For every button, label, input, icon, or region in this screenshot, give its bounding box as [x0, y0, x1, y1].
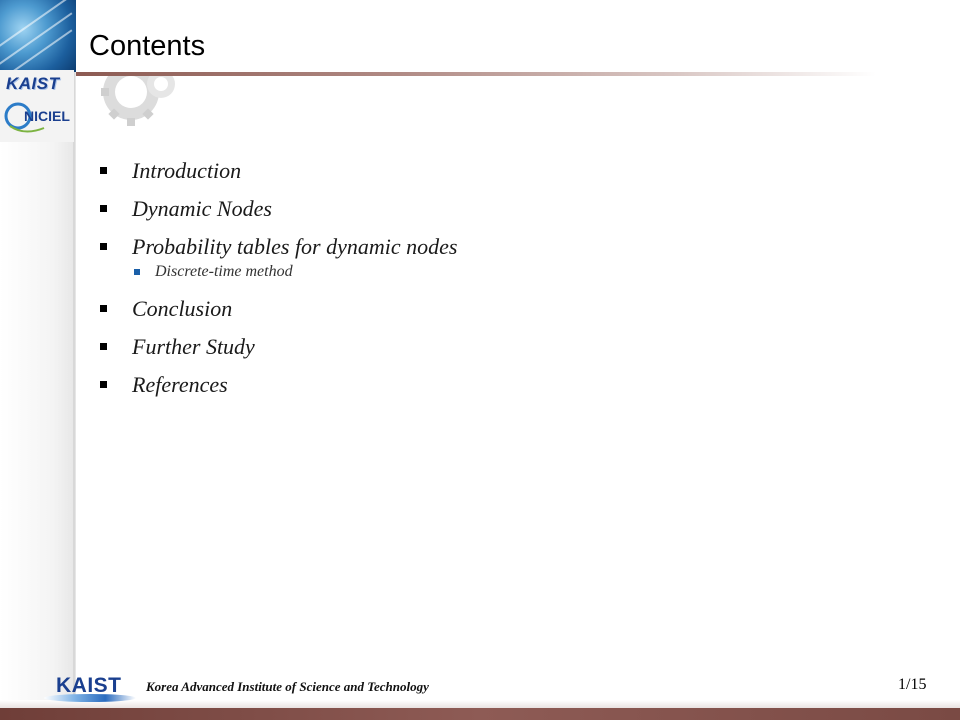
sub-list-item-label: Discrete-time method: [155, 263, 293, 280]
list-item-references: [100, 369, 457, 407]
square-bullet-icon: [100, 343, 107, 350]
corner-decoration-image: [0, 0, 76, 72]
list-item-conclusion: [100, 293, 457, 331]
footer-kaist-logo: [44, 672, 134, 704]
list-item-label: Dynamic Nodes: [132, 196, 272, 221]
list-item-label: Conclusion: [132, 296, 233, 321]
list-item-dynamic-nodes: [100, 193, 457, 231]
footer-band: [0, 708, 960, 720]
page-number: 1/15: [898, 676, 927, 693]
niciel-logo: [4, 98, 70, 138]
footer-institute-name: Korea Advanced Institute of Science and Technology: [146, 679, 429, 694]
small-square-bullet-icon: [134, 269, 140, 275]
logo-panel: [0, 70, 74, 142]
list-item-label: Probability tables for dynamic nodes: [132, 234, 458, 259]
list-item-label: Introduction: [132, 158, 242, 183]
gear-decoration-image: [76, 72, 186, 142]
niciel-logo-text: NICIEL: [24, 108, 70, 124]
footer-shadow: [0, 700, 960, 708]
footer-kaist-logo-text: KAIST: [56, 674, 122, 697]
kaist-logo: KAIST: [6, 74, 60, 93]
square-bullet-icon: [100, 381, 107, 388]
square-bullet-icon: [100, 243, 107, 250]
list-item-introduction: [100, 155, 457, 193]
contents-list: [100, 155, 457, 407]
list-item-label: References: [132, 372, 228, 397]
slide-title: Contents: [89, 30, 206, 62]
sub-list-item-discrete-time: [100, 263, 457, 293]
square-bullet-icon: [100, 305, 107, 312]
list-item-further-study: [100, 331, 457, 369]
list-item-label: Further Study: [132, 334, 255, 359]
title-underline: [76, 72, 876, 76]
square-bullet-icon: [100, 205, 107, 212]
square-bullet-icon: [100, 167, 107, 174]
